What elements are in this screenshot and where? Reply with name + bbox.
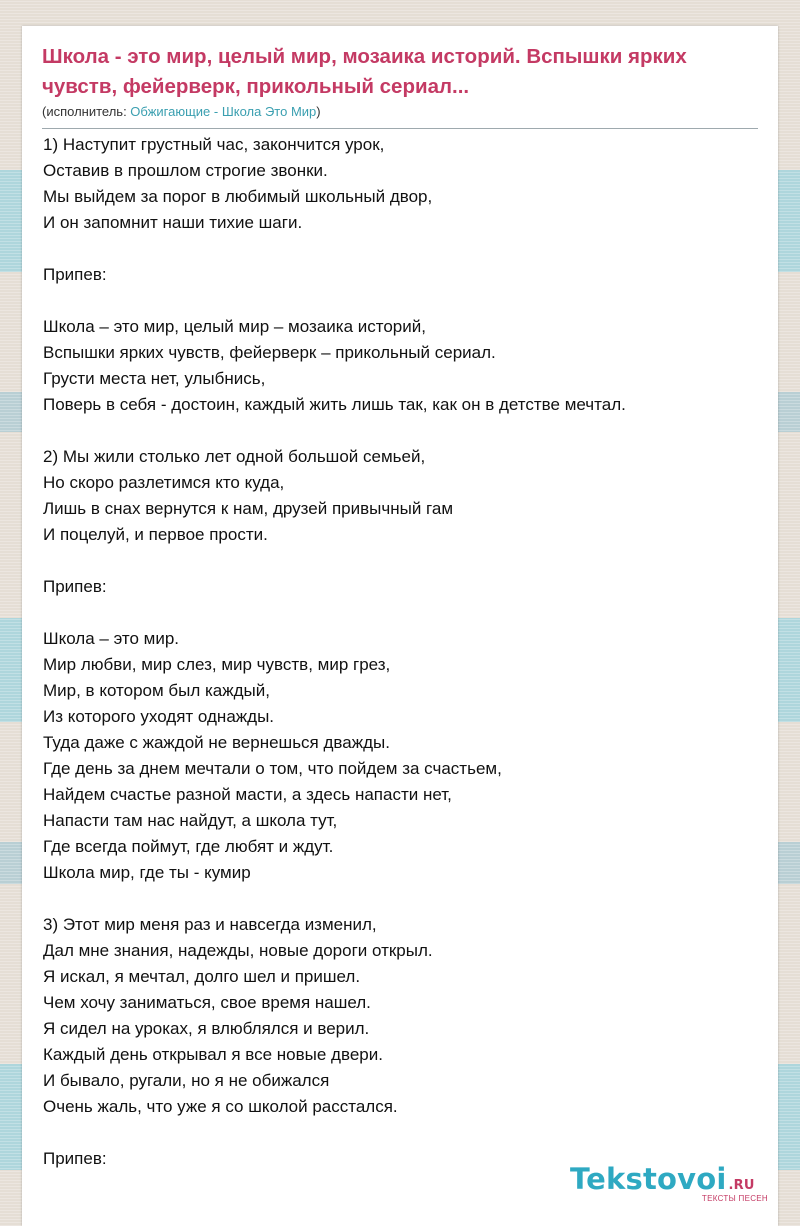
stanza-gap (43, 886, 759, 912)
logo-brand: Tekstovoi (570, 1162, 727, 1196)
subtitle-prefix: (исполнитель: (42, 104, 131, 119)
logo-tld: .RU (728, 1178, 755, 1193)
lyric-line: Найдем счастье разной масти, а здесь напасти нет, (43, 785, 452, 804)
lyric-line: Из которого уходят однажды. (43, 707, 275, 726)
lyrics-text (43, 132, 759, 1172)
site-logo[interactable] (570, 1163, 776, 1205)
lyric-line: Припев: (43, 1149, 107, 1168)
subtitle-suffix: ) (316, 104, 321, 119)
lyric-line: Мы выйдем за порог в любимый школьный двор, (43, 187, 433, 206)
logo-tagline: ТЕКСТЫ ПЕСЕН (701, 1194, 768, 1203)
lyric-line: И бывало, ругали, но я не обижался (43, 1071, 330, 1090)
lyric-line: Но скоро разлетимся кто куда, (43, 473, 285, 492)
lyric-line: И поцелуй, и первое прости. (43, 525, 268, 544)
song-title: Школа - это мир, целый мир, мозаика историй. Вспышки ярких чувств, фейерверк, прикольный сериал... (42, 45, 687, 98)
lyric-line: Лишь в снах вернутся к нам, друзей привычный гам (43, 499, 454, 518)
stanza-gap (43, 236, 759, 262)
lyric-line: Туда даже с жаждой не вернешься дважды. (43, 733, 390, 752)
lyric-line: Очень жаль, что уже я со школой расстался. (43, 1097, 398, 1116)
lyric-line: Каждый день открывал я все новые двери. (43, 1045, 383, 1064)
lyric-line: Я сидел на уроках, я влюблялся и верил. (43, 1019, 370, 1038)
lyric-line: Школа мир, где ты - кумир (43, 863, 251, 882)
artist-link[interactable]: Обжигающие - Школа Это Мир (130, 104, 317, 119)
lyric-line: Напасти там нас найдут, а школа тут, (43, 811, 338, 830)
stanza-gap (43, 1120, 759, 1146)
stanza-gap (43, 288, 759, 314)
stanza-gap (43, 600, 759, 626)
lyric-line: Школа – это мир, целый мир – мозаика историй, (43, 317, 426, 336)
lyric-line: Я искал, я мечтал, долго шел и пришел. (43, 967, 361, 986)
lyric-line: 2) Мы жили столько лет одной большой семьей, (43, 447, 426, 466)
lyric-line: Поверь в себя - достоин, каждый жить лишь так, как он в детстве мечтал. (43, 395, 626, 414)
lyric-line: Оставив в прошлом строгие звонки. (43, 161, 328, 180)
lyric-line: Припев: (43, 265, 107, 284)
lyric-line: Где всегда поймут, где любят и ждут. (43, 837, 334, 856)
lyric-line: 3) Этот мир меня раз и навсегда изменил, (43, 915, 377, 934)
lyric-line: Чем хочу заниматься, свое время нашел. (43, 993, 371, 1012)
lyric-line: Припев: (43, 577, 107, 596)
lyric-line: Вспышки ярких чувств, фейерверк – прикольный сериал. (43, 343, 496, 362)
song-subtitle (42, 103, 758, 121)
lyric-line: 1) Наступит грустный час, закончится урок, (43, 135, 385, 154)
lyric-line: Грусти места нет, улыбнись, (43, 369, 266, 388)
lyric-line: Школа – это мир. (43, 629, 179, 648)
lyrics-page (22, 26, 778, 1226)
lyric-line: Дал мне знания, надежды, новые дороги открыл. (43, 941, 433, 960)
song-header (42, 42, 758, 121)
stanza-gap (43, 548, 759, 574)
stanza-gap (43, 418, 759, 444)
lyric-line: Мир, в котором был каждый, (43, 681, 270, 700)
lyric-line: И он запомнит наши тихие шаги. (43, 213, 303, 232)
lyric-line: Где день за днем мечтали о том, что пойдем за счастьем, (43, 759, 502, 778)
header-divider (42, 128, 758, 129)
lyric-line: Мир любви, мир слез, мир чувств, мир грез, (43, 655, 391, 674)
